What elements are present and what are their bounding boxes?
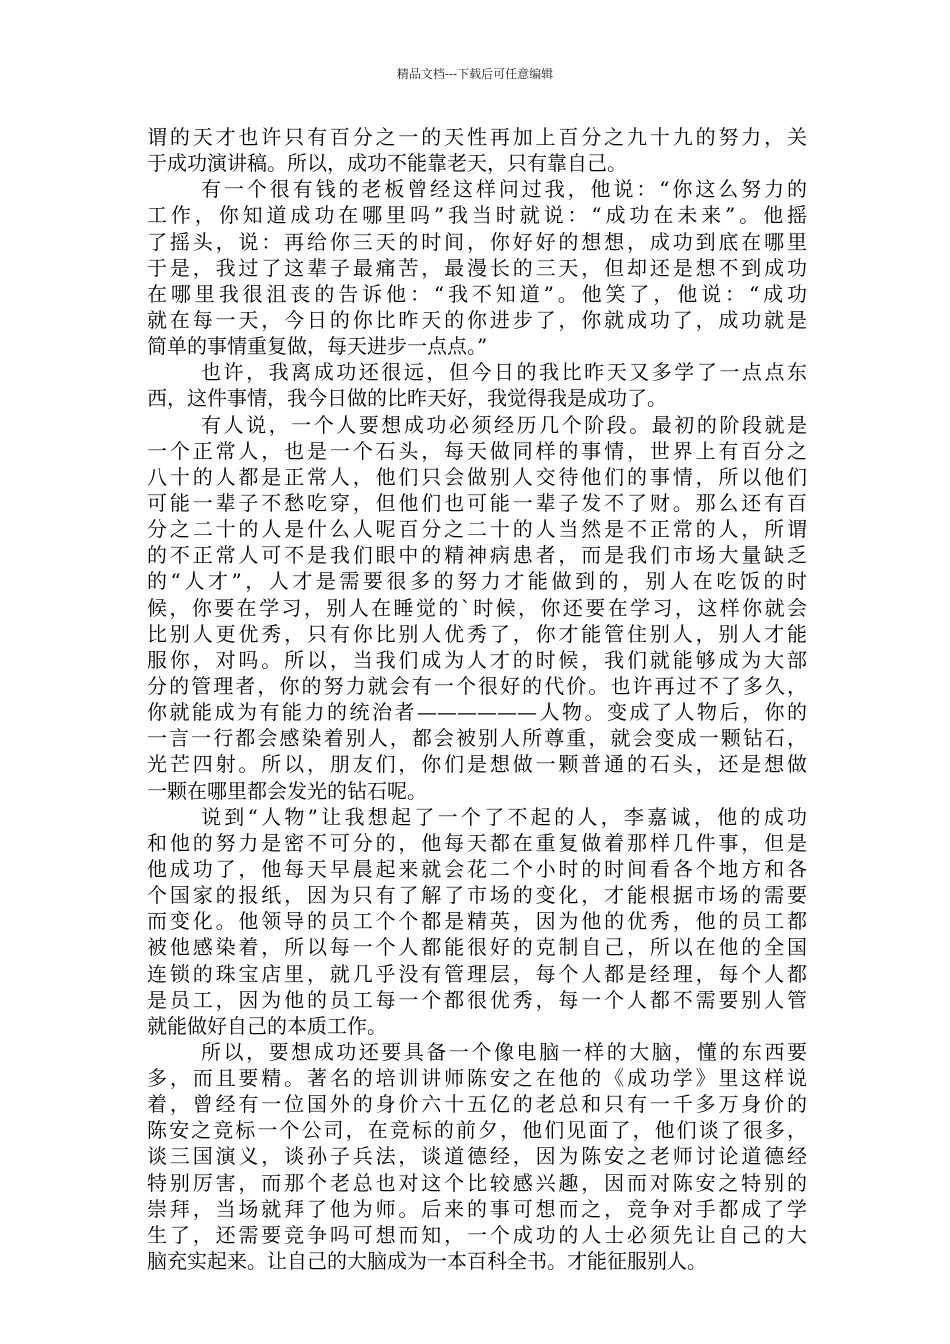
text-line: 简单的事情重复做，每天进步一点点。” bbox=[147, 334, 488, 359]
text-line: 谈三国演义，谈孙子兵法，谈道德经，因为陈安之老师讨论道德经 bbox=[147, 1144, 807, 1169]
text-line: 是员工，因为他的员工每一个都很优秀，每一个人都不需要别人管 bbox=[147, 987, 807, 1012]
text-line: 生了，还需要竞争吗可想而知，一个成功的人士必须先让自己的大 bbox=[147, 1222, 807, 1247]
text-line: 在哪里我很沮丧的告诉他：“我不知道”。他笑了，他说：“成功 bbox=[147, 281, 807, 306]
text-line: 就在每一天，今日的你比昨天的你进步了，你就成功了，成功就是 bbox=[147, 307, 807, 332]
text-line: 多，而且要精。著名的培训讲师陈安之在他的《成功学》里这样说 bbox=[147, 1066, 807, 1091]
text-line: 的“人才”，人才是需要很多的努力才能做到的，别人在吃饭的时 bbox=[147, 569, 807, 594]
text-line: 脑充实起来。让自己的大脑成为一本百科全书。才能征服别人。 bbox=[147, 1249, 707, 1274]
paragraph bbox=[147, 176, 807, 359]
text-line: 一言一行都会感染着别人，都会被别人所尊重，就会变成一颗钻石， bbox=[147, 726, 807, 751]
text-line: 连锁的珠宝店里，就几乎没有管理层，每个人都是经理，每个人都 bbox=[147, 961, 807, 986]
text-line: 候，你要在学习，别人在睡觉的`时候，你还要在学习，这样你就会 bbox=[147, 595, 807, 620]
text-line: 比别人更优秀，只有你比别人优秀了，你才能管住别人，别人才能 bbox=[147, 621, 807, 646]
text-line: 崇拜，当场就拜了他为师。后来的事可想而之，竞争对手都成了学 bbox=[147, 1196, 807, 1221]
text-line: 分之二十的人是什么人呢百分之二十的人当然是不正常的人，所谓 bbox=[147, 517, 807, 542]
text-line: 于成功演讲稿。所以，成功不能靠老天，只有靠自己。 bbox=[147, 151, 627, 176]
text-line: 被他感染着，所以每一个人都能很好的克制自己，所以在他的全国 bbox=[147, 935, 807, 960]
text-line: 八十的人都是正常人，他们只会做别人交待他们的事情，所以他们 bbox=[147, 464, 807, 489]
text-line: 谓的天才也许只有百分之一的天性再加上百分之九十九的努力，关 bbox=[147, 125, 807, 149]
text-line: 光芒四射。所以，朋友们，你们是想做一颗普通的石头，还是想做 bbox=[147, 752, 807, 777]
text-line: 有人说，一个人要想成功必须经历几个阶段。最初的阶段就是 bbox=[201, 412, 807, 437]
text-line: 了摇头，说：再给你三天的时间，你好好的想想，成功到底在哪里 bbox=[147, 229, 807, 254]
text-line: 陈安之竞标一个公司，在竞标的前夕，他们见面了，他们谈了很多， bbox=[147, 1118, 807, 1143]
paragraph bbox=[147, 359, 807, 411]
page-header: 精品文档---下载后可任意编辑 bbox=[396, 67, 554, 81]
paragraph bbox=[147, 1039, 807, 1274]
text-line: 个国家的报纸，因为只有了解了市场的变化，才能根据市场的需要 bbox=[147, 883, 807, 908]
text-line: 而变化。他领导的员工个个都是精英，因为他的优秀，他的员工都 bbox=[147, 909, 807, 934]
text-line: 他成功了，他每天早晨起来就会花二个小时的时间看各个地方和各 bbox=[147, 856, 807, 881]
text-line: 一个正常人，也是一个石头，每天做同样的事情，世界上有百分之 bbox=[147, 438, 807, 463]
text-line: 服你，对吗。所以，当我们成为人才的时候，我们就能够成为大部 bbox=[147, 647, 807, 672]
text-line: 可能一辈子不愁吃穿，但他们也可能一辈子发不了财。那么还有百 bbox=[147, 490, 807, 515]
text-line: 也许，我离成功还很远，但今日的我比昨天又多学了一点点东 bbox=[201, 360, 807, 385]
text-line: 就能做好自己的本质工作。 bbox=[147, 1013, 387, 1038]
text-line: 西，这件事情，我今日做的比昨天好，我觉得我是成功了。 bbox=[147, 386, 667, 411]
text-line: 一颗在哪里都会发光的钻石呢。 bbox=[147, 778, 427, 803]
paragraph bbox=[147, 412, 807, 804]
text-line: 你就能成为有能力的统治者——————人物。变成了人物后，你的 bbox=[147, 700, 807, 725]
paragraph bbox=[147, 124, 807, 176]
text-line: 于是，我过了这辈子最痛苦，最漫长的三天，但却还是想不到成功 bbox=[147, 255, 807, 280]
text-line: 工作，你知道成功在哪里吗”我当时就说：“成功在未来”。他摇 bbox=[147, 203, 807, 228]
text-line: 和他的努力是密不可分的，他每天都在重复做着那样几件事，但是 bbox=[147, 830, 807, 855]
paragraph bbox=[147, 804, 807, 1039]
text-line: 的不正常人可不是我们眼中的精神病患者，而是我们市场大量缺乏 bbox=[147, 543, 807, 568]
text-line: 分的管理者，你的努力就会有一个很好的代价。也许再过不了多久， bbox=[147, 673, 807, 698]
text-line: 说到“人物”让我想起了一个了不起的人，李嘉诚，他的成功 bbox=[201, 804, 807, 829]
document-body bbox=[147, 124, 807, 1274]
text-line: 有一个很有钱的老板曾经这样问过我，他说：“你这么努力的 bbox=[201, 177, 807, 202]
text-line: 特别厉害，而那个老总也对这个比较感兴趣，因而对陈安之特别的 bbox=[147, 1170, 807, 1195]
text-line: 着，曾经有一位国外的身价六十五亿的老总和只有一千多万身价的 bbox=[147, 1092, 807, 1117]
text-line: 所以，要想成功还要具备一个像电脑一样的大脑，懂的东西要 bbox=[201, 1039, 807, 1064]
